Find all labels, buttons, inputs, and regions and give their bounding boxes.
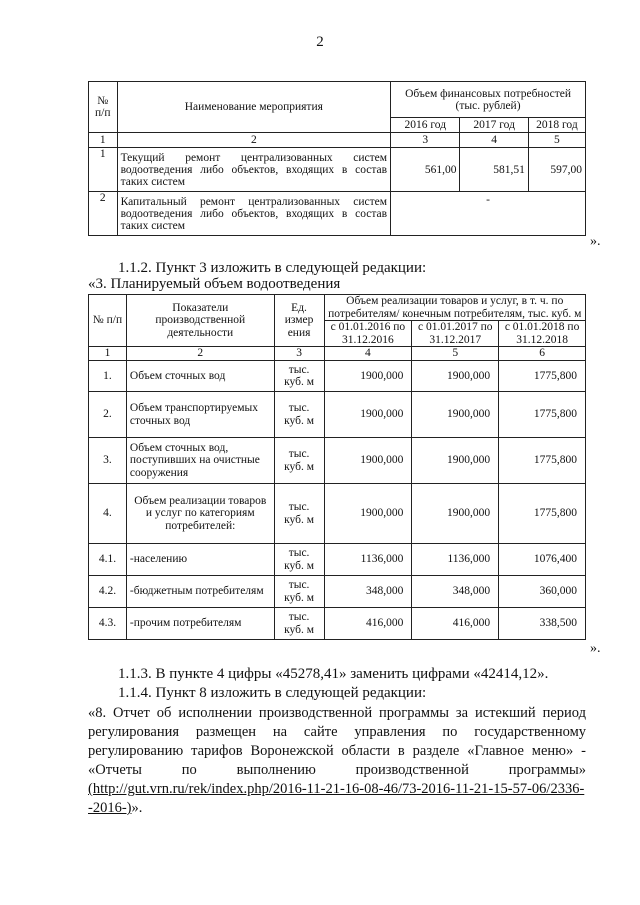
item8-line: «Отчеты по выполнению производственной программы»: [88, 762, 586, 778]
row-num: 4.: [89, 484, 127, 544]
row-unit: тыс. куб. м: [274, 438, 324, 484]
row-value: 1900,000: [324, 392, 412, 438]
row-num: 2: [89, 192, 118, 236]
row-value: 1900,000: [412, 361, 499, 392]
report-link-tail[interactable]: -2016-): [88, 800, 132, 816]
table-row: [89, 608, 586, 640]
item8-line: «8. Отчет об исполнении производственной программы за истекший период: [88, 705, 586, 721]
col-number: 4: [324, 347, 412, 361]
row-value: 416,000: [324, 608, 412, 640]
row-value: 338,500: [499, 608, 586, 640]
financial-needs-table: [88, 81, 586, 236]
row-value: 1076,400: [499, 544, 586, 576]
col-number: 2: [117, 133, 391, 148]
header-volume: Объем реализации товаров и услуг, в т. ч. по потребителям/ конечным потребителям, тыс. куб. м: [324, 295, 585, 321]
header-finance: Объем финансовых потребностей (тыс. рублей): [391, 82, 586, 118]
item8-link-line: [88, 780, 586, 799]
row-value: 416,000: [412, 608, 499, 640]
row-value: 1136,000: [324, 544, 412, 576]
col-number: 5: [528, 133, 585, 148]
row-value: 1900,000: [412, 392, 499, 438]
header-year: 2017 год: [460, 118, 528, 133]
row-unit: тыс. куб. м: [274, 608, 324, 640]
row-value: 1775,800: [499, 392, 586, 438]
row-unit: тыс. куб. м: [274, 361, 324, 392]
row-value: 348,000: [324, 576, 412, 608]
row-value: 1775,800: [499, 484, 586, 544]
header-unit: Ед. измер ения: [274, 295, 324, 347]
row-value: 348,000: [412, 576, 499, 608]
col-number: 1: [89, 133, 118, 148]
header-num: № п/п: [89, 82, 118, 133]
row-name: Объем транспортируемых сточных вод: [126, 392, 274, 438]
item8-line: регулирования размещен на сайте управления по государственному: [88, 724, 586, 740]
table-row: [89, 438, 586, 484]
row-num: 3.: [89, 438, 127, 484]
header-num: № п/п: [89, 295, 127, 347]
page-number: 2: [316, 34, 324, 50]
header-period: с 01.01.2018 по 31.12.2018: [499, 321, 586, 347]
table-row: [89, 361, 586, 392]
col-number: 5: [412, 347, 499, 361]
header-year: 2018 год: [528, 118, 585, 133]
row-value: 561,00: [391, 148, 460, 192]
item8-closing: ».: [131, 800, 143, 816]
row-num: 4.2.: [89, 576, 127, 608]
header-period: с 01.01.2017 по 31.12.2017: [412, 321, 499, 347]
row-unit: тыс. куб. м: [274, 544, 324, 576]
row-name: -бюджетным потребителям: [126, 576, 274, 608]
row-name: Объем сточных вод, поступивших на очистные сооружения: [126, 438, 274, 484]
table-row: [89, 544, 586, 576]
section-title-3: «3. Планируемый объем водоотведения: [88, 276, 341, 292]
section-1-1-3: 1.1.3. В пункте 4 цифры «45278,41» заменить цифрами «42414,12».: [118, 666, 549, 682]
table-row: [89, 576, 586, 608]
header-year: 2016 год: [391, 118, 460, 133]
row-value: 1900,000: [412, 438, 499, 484]
row-value: 581,51: [460, 148, 528, 192]
row-value: 1775,800: [499, 361, 586, 392]
row-name: Объем реализации товаров и услуг по категориям потребителей:: [126, 484, 274, 544]
item8-link-line: [88, 799, 586, 818]
header-period: с 01.01.2016 по 31.12.2016: [324, 321, 412, 347]
row-name: -населению: [126, 544, 274, 576]
row-unit: тыс. куб. м: [274, 576, 324, 608]
wastewater-volume-table: [88, 294, 586, 640]
row-value: 1900,000: [324, 438, 412, 484]
row-value: 1775,800: [499, 438, 586, 484]
row-value: 360,000: [499, 576, 586, 608]
row-num: 2.: [89, 392, 127, 438]
row-name: -прочим потребителям: [126, 608, 274, 640]
table-row: [89, 484, 586, 544]
row-num: 1.: [89, 361, 127, 392]
quote-close: ».: [590, 641, 601, 656]
header-name: Наименование мероприятия: [117, 82, 391, 133]
col-number: 2: [126, 347, 274, 361]
row-unit: тыс. куб. м: [274, 392, 324, 438]
col-number: 1: [89, 347, 127, 361]
row-name: Капитальный ремонт централизованных систем водоотведения либо объектов, входящих в состав таких систем: [117, 192, 391, 236]
report-link[interactable]: (http://gut.vrn.ru/rek/index.php/2016-11-21-16-08-46/73-2016-11-21-15-57-06/2336-: [88, 781, 585, 797]
row-num: 1: [89, 148, 118, 192]
row-value: 1900,000: [324, 361, 412, 392]
row-num: 4.1.: [89, 544, 127, 576]
row-value: 597,00: [528, 148, 585, 192]
row-name: Текущий ремонт централизованных систем водоотведения либо объектов, входящих в состав таких систем: [117, 148, 391, 192]
row-name: Объем сточных вод: [126, 361, 274, 392]
row-value: 1900,000: [324, 484, 412, 544]
section-1-1-2: 1.1.2. Пункт 3 изложить в следующей редакции:: [118, 260, 427, 276]
table-row: [89, 192, 586, 236]
col-number: 3: [274, 347, 324, 361]
row-dash: -: [391, 192, 586, 236]
section-1-1-4: 1.1.4. Пункт 8 изложить в следующей редакции:: [118, 685, 427, 701]
item8-line: регулированию тарифов Воронежской области в разделе «Главное меню» -: [88, 743, 586, 759]
table-row: [89, 392, 586, 438]
col-number: 3: [391, 133, 460, 148]
row-num: 4.3.: [89, 608, 127, 640]
col-number: 6: [499, 347, 586, 361]
quote-close: ».: [590, 234, 601, 249]
row-value: 1136,000: [412, 544, 499, 576]
row-value: 1900,000: [412, 484, 499, 544]
item8-text: [88, 704, 586, 818]
col-number: 4: [460, 133, 528, 148]
table-row: [89, 148, 586, 192]
row-unit: тыс. куб. м: [274, 484, 324, 544]
header-indicator: Показатели производственной деятельности: [126, 295, 274, 347]
